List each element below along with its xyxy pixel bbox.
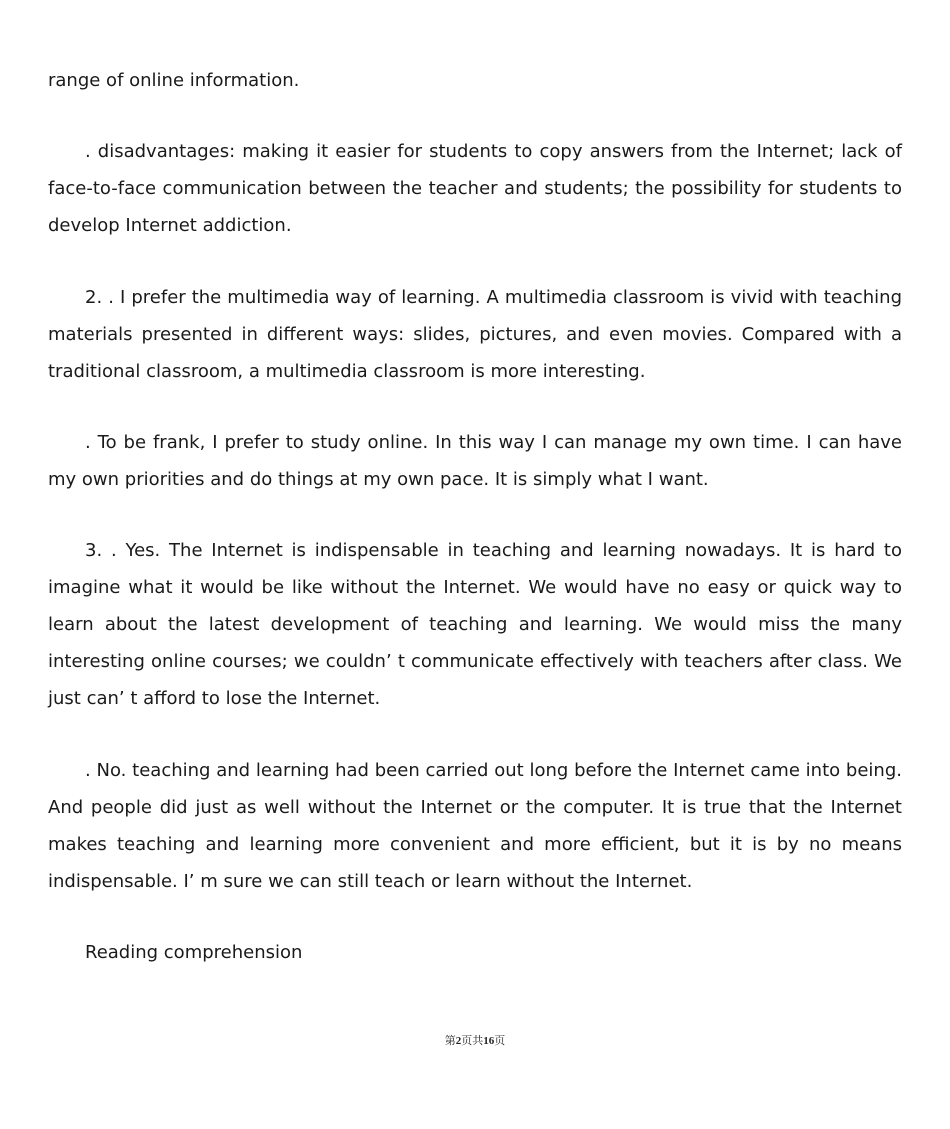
footer-prefix: 第: [444, 1035, 456, 1047]
paragraph-answer-2-online: . To be frank, I prefer to study online. In this way I can manage my own time. I can have my own priorities and do things at my own pace. It is simply what I want.: [48, 432, 902, 490]
paragraph-answer-3-yes: 3. . Yes. The Internet is indispensable in teaching and learning nowadays. It is hard to imagine what it would be like without the Internet. We would have no easy or quick way to learn about the latest development of teaching and learning. We would miss the many interesting online courses; we couldn’ t communicate effectively with teachers after class. We just can’ t afford to lose the Internet.: [48, 540, 902, 709]
paragraph-disadvantages: . disadvantages: making it easier for students to copy answers from the Internet; lack of face-to-face communication between the teacher and students; the possibility for students to develop Internet addiction.: [48, 141, 902, 236]
paragraph-answer-2-multimedia: 2. . I prefer the multimedia way of learning. A multimedia classroom is vivid with teaching materials presented in different ways: slides, pictures, and even movies. Compared with a traditional classroom, a multimedia classroom is more interesting.: [48, 287, 902, 382]
section-heading-reading-comprehension: Reading comprehension: [85, 942, 303, 963]
page-footer: [0, 1033, 950, 1049]
footer-current-page: 2: [455, 1035, 462, 1047]
footer-total-pages: 16: [483, 1035, 495, 1047]
footer-suffix: 页: [494, 1035, 506, 1047]
footer-middle: 页共: [461, 1035, 484, 1047]
paragraph-answer-3-no: . No. teaching and learning had been carried out long before the Internet came into being. And people did just as well without the Internet or the computer. It is true that the Internet makes teaching and learning more convenient and more efficient, but it is by no means indispensable. I’ m sure we can still teach or learn without the Internet.: [48, 760, 902, 892]
paragraph-continuation: range of online information.: [48, 70, 300, 91]
